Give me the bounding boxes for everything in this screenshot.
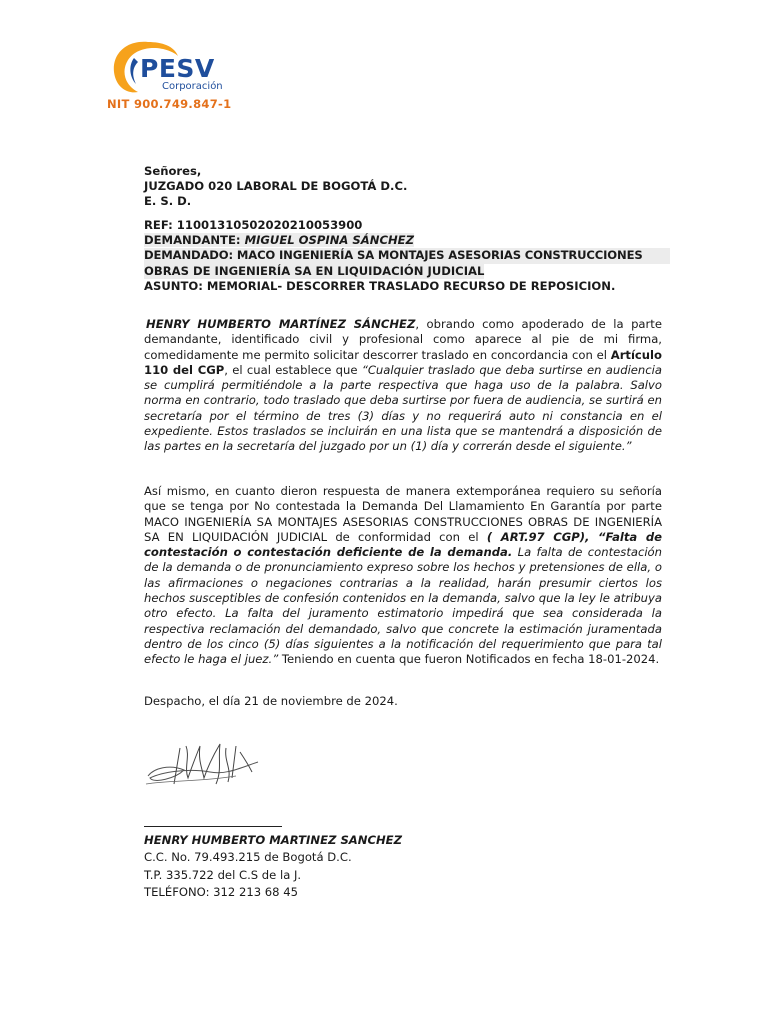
art97-ref: ( ART.97 CGP), “Falta de contestación o contestación deficiente de la demanda.: [144, 529, 663, 560]
addressee-block: [144, 164, 407, 210]
signer-name: HENRY HUMBERTO MARTINEZ SANCHEZ: [144, 833, 403, 847]
signature-block: [144, 832, 402, 901]
demandado-line-1: DEMANDADO: MACO INGENIERÍA SA MONTAJES ASESORIAS CONSTRUCCIONES: [144, 248, 670, 263]
art97-quote: La falta de contestación de la demanda o de pronunciamiento expreso sobre los hechos y pretensiones de ella, o las afirmaciones o negaciones contrarias a la realidad, harán presumir ciertos los hechos susceptibles de confesión contenidos en la demanda, salvo que la ley le atribuya otro efecto. La falta del juramento estimatorio impedirá que sea considerada la respectiva reclamación del demandado, salvo que concrete la estimación juramentada dentro de los cinco (5) días siguientes a la notificación del requerimiento que para tal efecto le haga el juez.”: [144, 545, 663, 667]
para2-text: Así mismo, en cuanto dieron respuesta de manera extemporánea requiero su señoría que se tenga por No contestada la Demanda Del Llamamiento En Garantía por parte MACO INGENIERÍA SA MONTAJES ASESORIAS CONSTRUCCIONES OBRAS DE INGENIERÍA SA EN LIQUIDACIÓN JUDICIAL de conformidad con el: [144, 484, 662, 544]
para2-text-2: Teniendo en cuenta que fueron Notificados en fecha 18-01-2024.: [278, 652, 660, 667]
reference-block: [144, 218, 670, 294]
signature-line: [144, 826, 282, 827]
article-ref: Artículo 110 del CGP: [144, 347, 662, 377]
closing-date: Despacho, el día 21 de noviembre de 2024.: [144, 694, 398, 708]
attorney-name: HENRY HUMBERTO MARTÍNEZ SÁNCHEZ: [146, 317, 416, 331]
handwritten-signature-icon: [140, 738, 270, 798]
company-nit: NIT 900.749.847-1: [107, 97, 232, 111]
signer-tp: T.P. 335.722 del C.S de la J.: [144, 867, 302, 882]
logo-subtitle: Corporación: [162, 81, 223, 92]
paragraph-request: [144, 317, 662, 455]
demandado-line-2: OBRAS DE INGENIERÍA SA EN LIQUIDACIÓN JUDICIAL: [144, 263, 485, 278]
signer-cc: C.C. No. 79.493.215 de Bogotá D.C.: [144, 850, 352, 865]
demandante-name: MIGUEL OSPINA SÁNCHEZ: [244, 233, 414, 248]
logo-brand: PESV: [140, 54, 215, 83]
court-name: JUZGADO 020 LABORAL DE BOGOTÁ D.C.: [144, 179, 408, 194]
para1-text: , obrando como apoderado de la parte demandante, identificado civil y profesional como aparece al pie de mi firma, comedidamente me permito solicitar descorrer traslado en concordancia con el: [144, 317, 662, 362]
signer-phone: TELÉFONO: 312 213 68 45: [144, 884, 298, 899]
article-quote: “Cualquier traslado que deba surtirse en audiencia se cumplirá permitiéndole a la parte respectiva que haga uso de la palabra. Salvo norma en contrario, todo traslado que deba surtirse por fuera de audiencia, se surtirá en secretaría por el término de tres (3) días y no requerirá auto ni constancia en el expediente. Estos traslados se incluirán en una lista que se mantendrá a disposición de las partes en la secretaría del juzgado por un (1) día y correrán desde el siguiente.”: [144, 362, 662, 454]
ref-number: REF: 11001310502020210053900: [144, 218, 363, 232]
paragraph-contestation: [144, 484, 662, 668]
salutation: Señores,: [144, 164, 202, 178]
para1-text-2: , el cual establece que: [224, 362, 362, 377]
esd: E. S. D.: [144, 194, 192, 209]
demandante-label: DEMANDANTE:: [144, 233, 245, 248]
asunto-line: ASUNTO: MEMORIAL- DESCORRER TRASLADO RECURSO DE REPOSICION.: [144, 278, 616, 293]
demandante-line: [144, 233, 670, 248]
